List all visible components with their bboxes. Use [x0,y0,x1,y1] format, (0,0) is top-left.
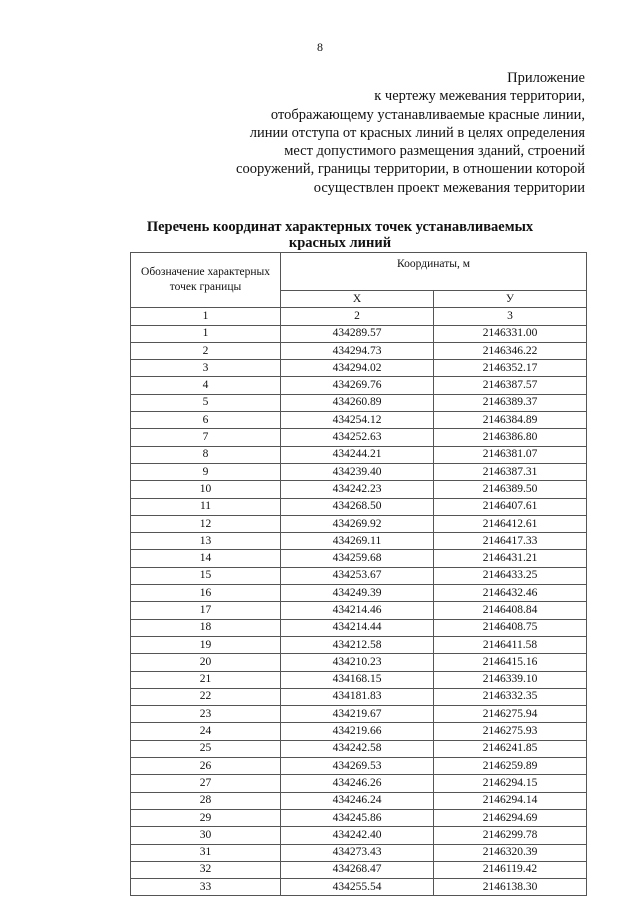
y-coordinate-cell: 2146408.84 [434,602,587,619]
x-coordinate-cell: 434294.73 [281,342,434,359]
point-number-cell: 27 [131,775,281,792]
point-number-cell: 25 [131,740,281,757]
point-number-cell: 30 [131,827,281,844]
header-x: Х [281,291,434,308]
point-number-cell: 22 [131,688,281,705]
x-coordinate-cell: 434244.21 [281,446,434,463]
table-row [131,706,587,723]
y-coordinate-cell: 2146119.42 [434,861,587,878]
header-coordinates: Координаты, м [281,253,587,291]
x-coordinate-cell: 434181.83 [281,688,434,705]
x-coordinate-cell: 434268.47 [281,861,434,878]
x-coordinate-cell: 434214.44 [281,619,434,636]
x-coordinate-cell: 434253.67 [281,567,434,584]
coordinates-table [130,252,587,896]
table-row [131,360,587,377]
table-row [131,567,587,584]
table-row [131,602,587,619]
table-row [131,636,587,653]
table-row [131,740,587,757]
list-title-line: Перечень координат характерных точек устанавливаемых [146,219,534,235]
point-number-cell: 31 [131,844,281,861]
appendix-line: отображающему устанавливаемые красные линии, [270,106,585,123]
table-row [131,827,587,844]
point-number-cell: 15 [131,567,281,584]
point-number-cell: 10 [131,481,281,498]
x-coordinate-cell: 434245.86 [281,809,434,826]
appendix-line: к чертежу межевания территории, [374,88,585,105]
y-coordinate-cell: 2146346.22 [434,342,587,359]
table-row [131,654,587,671]
point-number-cell: 18 [131,619,281,636]
appendix-line: мест допустимого размещения зданий, строений [284,143,585,160]
x-coordinate-cell: 434239.40 [281,463,434,480]
point-number-cell: 7 [131,429,281,446]
list-title [120,219,560,251]
point-number-cell: 6 [131,412,281,429]
point-number-cell: 19 [131,636,281,653]
appendix-caption [185,69,585,197]
y-coordinate-cell: 2146432.46 [434,585,587,602]
table-row [131,585,587,602]
table-row [131,481,587,498]
point-number-cell: 9 [131,463,281,480]
point-number-cell: 8 [131,446,281,463]
x-coordinate-cell: 434269.53 [281,758,434,775]
y-coordinate-cell: 2146387.31 [434,463,587,480]
table-row [131,342,587,359]
x-coordinate-cell: 434249.39 [281,585,434,602]
point-number-cell: 16 [131,585,281,602]
x-coordinate-cell: 434269.11 [281,533,434,550]
y-coordinate-cell: 2146294.14 [434,792,587,809]
y-coordinate-cell: 2146352.17 [434,360,587,377]
point-number-cell: 4 [131,377,281,394]
x-coordinate-cell: 434212.58 [281,636,434,653]
table-header-row [131,253,587,291]
table-row [131,688,587,705]
table-row [131,671,587,688]
y-coordinate-cell: 2146411.58 [434,636,587,653]
x-coordinate-cell: 434273.43 [281,844,434,861]
x-coordinate-cell: 434294.02 [281,360,434,377]
table-row [131,879,587,896]
x-coordinate-cell: 434255.54 [281,879,434,896]
x-coordinate-cell: 434242.40 [281,827,434,844]
x-coordinate-cell: 434269.92 [281,515,434,532]
y-coordinate-cell: 2146275.94 [434,706,587,723]
table-row [131,394,587,411]
table-row [131,844,587,861]
table-row [131,861,587,878]
y-coordinate-cell: 2146412.61 [434,515,587,532]
table-row [131,446,587,463]
x-coordinate-cell: 434289.57 [281,325,434,342]
x-coordinate-cell: 434260.89 [281,394,434,411]
y-coordinate-cell: 2146332.35 [434,688,587,705]
x-coordinate-cell: 434268.50 [281,498,434,515]
point-number-cell: 24 [131,723,281,740]
point-number-cell: 20 [131,654,281,671]
y-coordinate-cell: 2146433.25 [434,567,587,584]
y-coordinate-cell: 2146241.85 [434,740,587,757]
table-row [131,463,587,480]
point-number-cell: 3 [131,360,281,377]
y-coordinate-cell: 2146431.21 [434,550,587,567]
x-coordinate-cell: 434254.12 [281,412,434,429]
point-number-cell: 29 [131,809,281,826]
table-row [131,325,587,342]
point-number-cell: 28 [131,792,281,809]
point-number-cell: 33 [131,879,281,896]
point-number-cell: 1 [131,325,281,342]
x-coordinate-cell: 434210.23 [281,654,434,671]
y-coordinate-cell: 2146407.61 [434,498,587,515]
list-title-line: красных линий [288,235,392,251]
y-coordinate-cell: 2146417.33 [434,533,587,550]
column-number: 3 [434,308,587,325]
page-number: 8 [317,40,323,54]
x-coordinate-cell: 434246.26 [281,775,434,792]
point-number-cell: 12 [131,515,281,532]
point-number-cell: 23 [131,706,281,723]
column-number: 1 [131,308,281,325]
table-row [131,412,587,429]
table-row [131,792,587,809]
x-coordinate-cell: 434246.24 [281,792,434,809]
point-number-cell: 14 [131,550,281,567]
table-row [131,498,587,515]
appendix-line: Приложение [507,70,585,86]
y-coordinate-cell: 2146138.30 [434,879,587,896]
y-coordinate-cell: 2146320.39 [434,844,587,861]
x-coordinate-cell: 434242.23 [281,481,434,498]
appendix-line: сооружений, границы территории, в отношении которой [236,161,585,178]
y-coordinate-cell: 2146387.57 [434,377,587,394]
header-point-designation: Обозначение характерных точек границы [131,253,281,308]
x-coordinate-cell: 434242.58 [281,740,434,757]
point-number-cell: 5 [131,394,281,411]
x-coordinate-cell: 434259.68 [281,550,434,567]
table-row [131,533,587,550]
point-number-cell: 17 [131,602,281,619]
table-row [131,619,587,636]
table-row [131,758,587,775]
column-number: 2 [281,308,434,325]
y-coordinate-cell: 2146299.78 [434,827,587,844]
y-coordinate-cell: 2146415.16 [434,654,587,671]
y-coordinate-cell: 2146389.37 [434,394,587,411]
point-number-cell: 32 [131,861,281,878]
point-number-cell: 13 [131,533,281,550]
y-coordinate-cell: 2146339.10 [434,671,587,688]
appendix-line: осуществлен проект межевания территории [313,179,585,196]
table-row [131,515,587,532]
y-coordinate-cell: 2146408.75 [434,619,587,636]
x-coordinate-cell: 434219.66 [281,723,434,740]
y-coordinate-cell: 2146259.89 [434,758,587,775]
x-coordinate-cell: 434219.67 [281,706,434,723]
point-number-cell: 21 [131,671,281,688]
x-coordinate-cell: 434168.15 [281,671,434,688]
table-row [131,775,587,792]
point-number-cell: 2 [131,342,281,359]
point-number-cell: 11 [131,498,281,515]
y-coordinate-cell: 2146389.50 [434,481,587,498]
table-row [131,723,587,740]
appendix-line: линии отступа от красных линий в целях определения [249,124,585,141]
table-row [131,550,587,567]
x-coordinate-cell: 434252.63 [281,429,434,446]
header-y: У [434,291,587,308]
x-coordinate-cell: 434269.76 [281,377,434,394]
x-coordinate-cell: 434214.46 [281,602,434,619]
table-row [131,809,587,826]
y-coordinate-cell: 2146275.93 [434,723,587,740]
table-row [131,429,587,446]
column-number-row [131,308,587,325]
table-row [131,377,587,394]
y-coordinate-cell: 2146294.15 [434,775,587,792]
y-coordinate-cell: 2146331.00 [434,325,587,342]
y-coordinate-cell: 2146381.07 [434,446,587,463]
y-coordinate-cell: 2146386.80 [434,429,587,446]
y-coordinate-cell: 2146384.89 [434,412,587,429]
y-coordinate-cell: 2146294.69 [434,809,587,826]
point-number-cell: 26 [131,758,281,775]
